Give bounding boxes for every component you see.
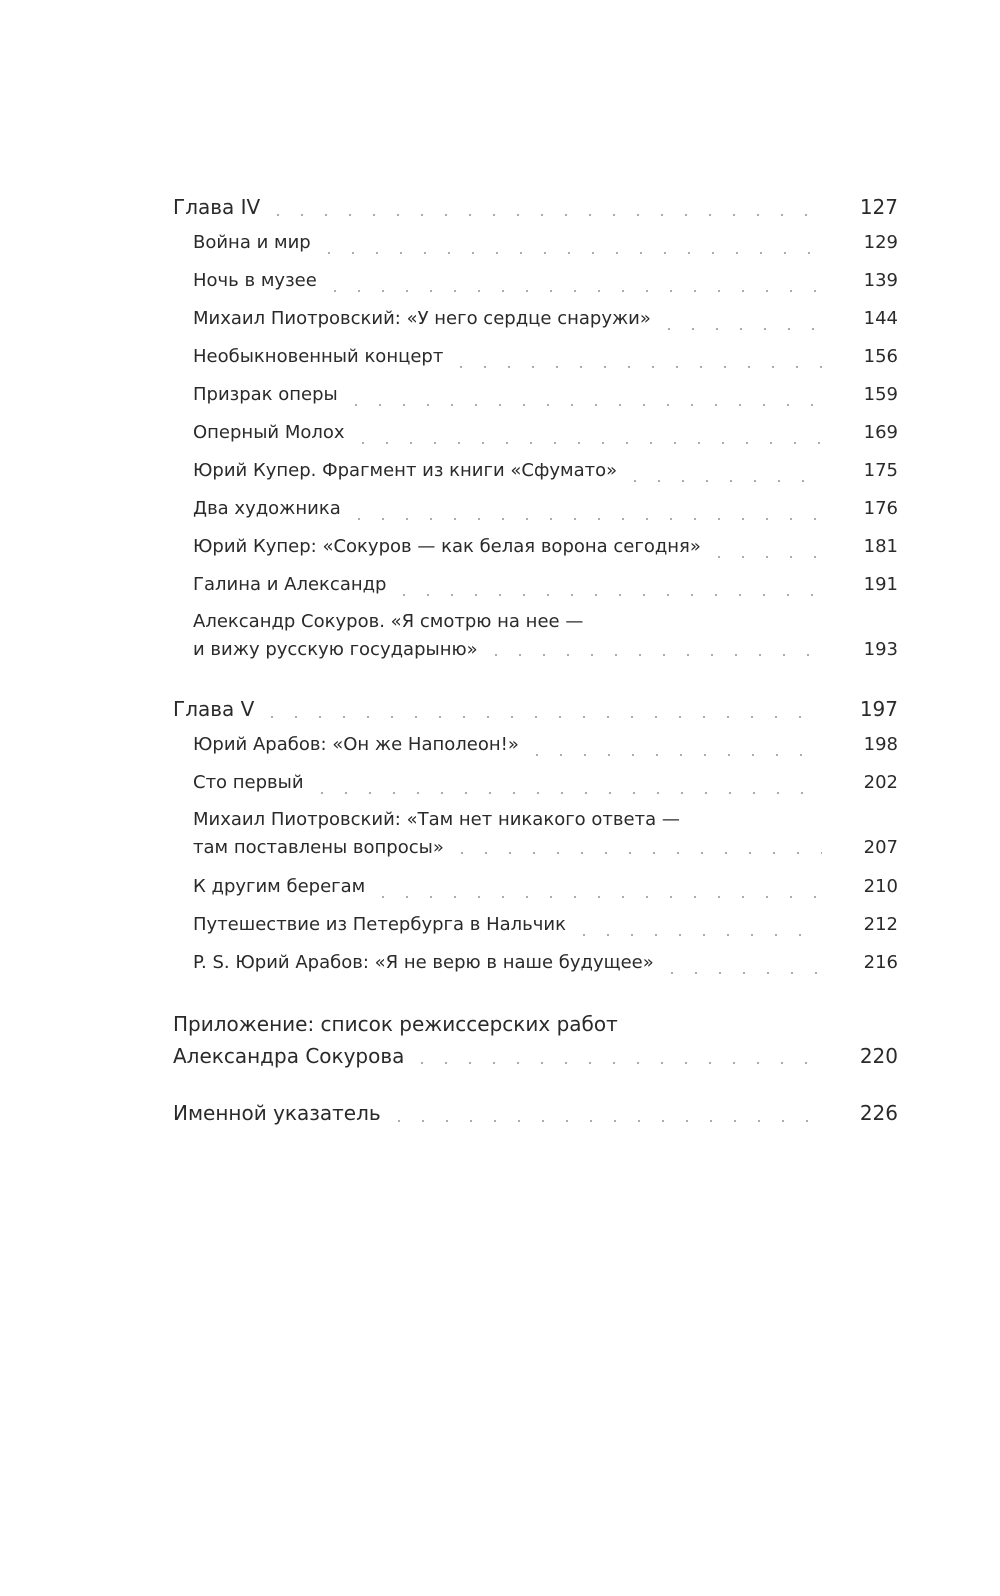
toc-entry (173, 414, 898, 452)
page-number: 212 (863, 914, 898, 935)
index-entry (173, 1096, 898, 1130)
section-title: Ночь в музее (193, 262, 323, 300)
toc-entry (173, 944, 898, 982)
toc-entry (173, 224, 898, 262)
page-number: 220 (859, 1044, 898, 1068)
toc-entry (173, 764, 898, 802)
dot-leader (317, 252, 822, 254)
toc-entry (173, 906, 898, 944)
chapter-4-entry (173, 190, 898, 224)
page-number: 181 (863, 536, 898, 557)
chapter-title: Глава IV (173, 190, 266, 224)
dot-leader (410, 1062, 822, 1064)
toc-entry (173, 528, 898, 566)
page-number: 207 (863, 837, 898, 858)
page-number: 175 (863, 460, 898, 481)
page-number: 202 (863, 772, 898, 793)
table-of-contents (173, 190, 898, 1130)
section-title: Война и мир (193, 224, 317, 262)
toc-entry (173, 566, 898, 604)
dot-leader (450, 852, 822, 854)
dot-leader (707, 556, 822, 558)
section-title-line1: Михаил Пиотровский: «Там нет никакого ответа — (193, 809, 680, 830)
section-title: Юрий Купер: «Сокуров — как белая ворона сегодня» (193, 528, 707, 566)
page-number: 193 (863, 639, 898, 660)
section-title: Необыкновенный концерт (193, 338, 449, 376)
page-number: 156 (863, 346, 898, 367)
toc-entry (173, 262, 898, 300)
toc-entry (173, 376, 898, 414)
section-title: Юрий Купер. Фрагмент из книги «Сфумато» (193, 452, 623, 490)
dot-leader (572, 934, 822, 936)
page-number: 176 (863, 498, 898, 519)
dot-leader (351, 442, 822, 444)
dot-leader (344, 404, 822, 406)
toc-entry (173, 868, 898, 906)
toc-entry (173, 300, 898, 338)
dot-leader (392, 594, 822, 596)
section-title: Сто первый (193, 764, 310, 802)
chapter-5-entry (173, 692, 898, 726)
dot-leader (260, 716, 822, 718)
dot-leader (323, 290, 822, 292)
page-number: 216 (863, 952, 898, 973)
section-title-line2: там поставлены вопросы» (193, 834, 450, 862)
section-title: Юрий Арабов: «Он же Наполеон!» (193, 726, 525, 764)
section-title-line1: Александр Сокуров. «Я смотрю на нее — (193, 611, 584, 632)
page-number: 139 (863, 270, 898, 291)
page-number: 129 (863, 232, 898, 253)
toc-entry (173, 726, 898, 764)
section-title: Михаил Пиотровский: «У него сердце снаружи» (193, 300, 657, 338)
dot-leader (266, 214, 822, 216)
toc-entry-multiline (173, 608, 898, 664)
dot-leader (347, 518, 822, 520)
toc-entry-multiline (173, 806, 898, 862)
toc-entry (173, 338, 898, 376)
section-title: Призрак оперы (193, 376, 344, 414)
dot-leader (525, 754, 822, 756)
appendix-entry (173, 1008, 898, 1072)
section-title: P. S. Юрий Арабов: «Я не верю в наше будущее» (193, 944, 660, 982)
section-title: Галина и Александр (193, 566, 392, 604)
page-number: 210 (863, 876, 898, 897)
section-title-line2: и вижу русскую государыню» (193, 636, 484, 664)
page-number: 144 (863, 308, 898, 329)
section-title: Путешествие из Петербурга в Нальчик (193, 906, 572, 944)
toc-entry (173, 452, 898, 490)
page-number: 197 (859, 697, 898, 721)
dot-leader (449, 366, 822, 368)
dot-leader (387, 1120, 822, 1122)
chapter-title: Глава V (173, 692, 260, 726)
dot-leader (371, 896, 822, 898)
dot-leader (660, 972, 822, 974)
page-number: 226 (859, 1101, 898, 1125)
dot-leader (484, 654, 822, 656)
page-number: 198 (863, 734, 898, 755)
index-title: Именной указатель (173, 1096, 387, 1130)
dot-leader (310, 792, 822, 794)
section-title: Оперный Молох (193, 414, 351, 452)
section-title: К другим берегам (193, 868, 371, 906)
toc-entry (173, 490, 898, 528)
dot-leader (623, 480, 822, 482)
appendix-title-line1: Приложение: список режиссерских работ (173, 1012, 618, 1036)
page-number: 159 (863, 384, 898, 405)
appendix-title-line2: Александра Сокурова (173, 1040, 410, 1072)
page-number: 169 (863, 422, 898, 443)
section-title: Два художника (193, 490, 347, 528)
dot-leader (657, 328, 822, 330)
page-number: 191 (863, 574, 898, 595)
page-number: 127 (859, 195, 898, 219)
